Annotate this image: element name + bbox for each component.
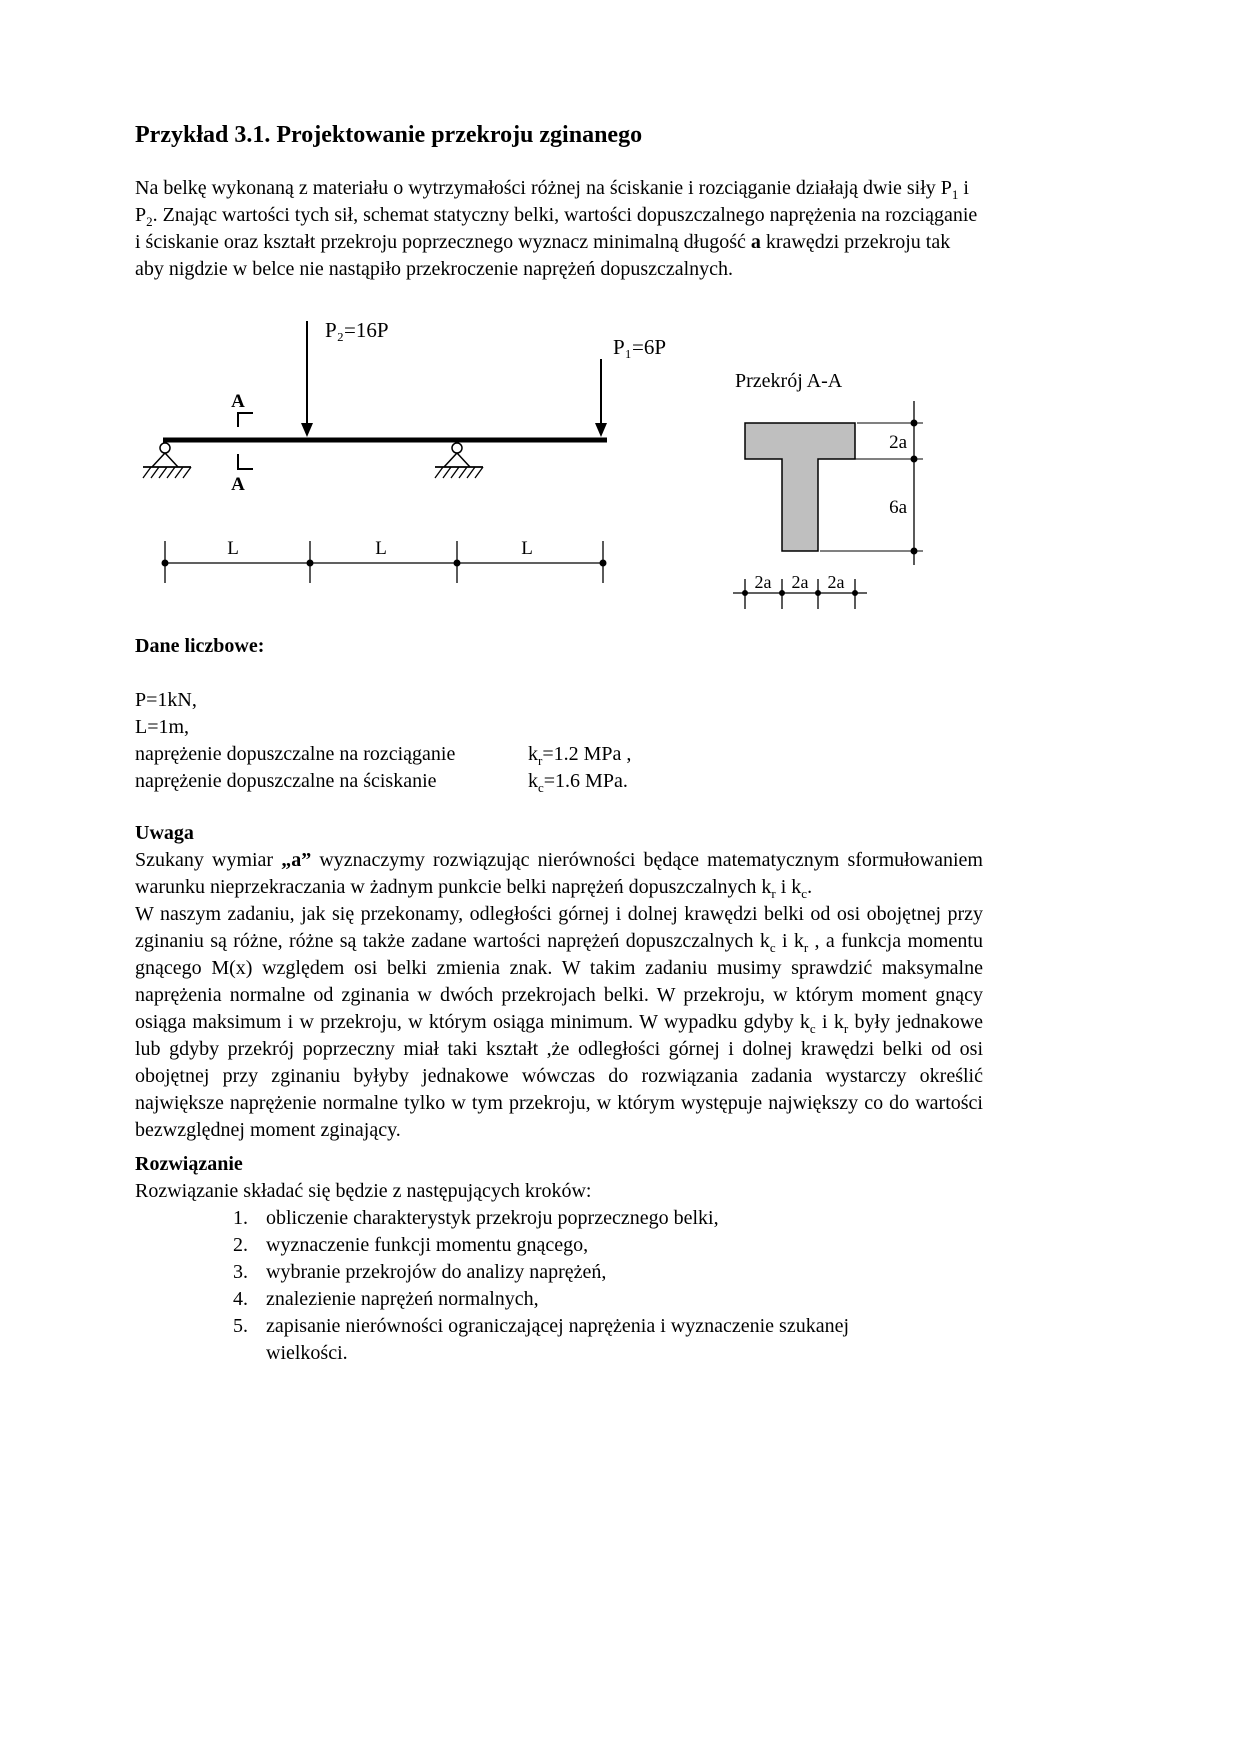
load-arrow-p1 bbox=[595, 335, 666, 437]
section-mark-top bbox=[238, 413, 253, 427]
web-height-label: 6a bbox=[889, 497, 907, 518]
beam-figure bbox=[135, 313, 1112, 625]
step-text: wyznaczenie funkcji momentu gnącego, bbox=[266, 1234, 589, 1256]
span-label: L bbox=[521, 538, 533, 559]
step-text: wybranie przekrojów do analizy naprężeń, bbox=[266, 1261, 607, 1283]
compression-label: naprężenie dopuszczalne na ściskanie bbox=[135, 770, 437, 792]
width-segment-label: 2a bbox=[827, 572, 845, 592]
hatching-left bbox=[143, 467, 191, 478]
uwaga-heading: Uwaga bbox=[135, 822, 194, 844]
beam-figure-svg bbox=[135, 313, 1107, 625]
rozwiazanie-intro: Rozwiązanie składać się będzie z następujących kroków: bbox=[135, 1180, 592, 1202]
compression-value: $k_c=1.6$ MPa. bbox=[528, 770, 628, 795]
span-dimension bbox=[162, 538, 606, 583]
tension-value: $k_r=1.2$ MPa , bbox=[528, 743, 632, 768]
step-number: 3. bbox=[233, 1261, 248, 1283]
p2-load-label: P₂=16P bbox=[325, 318, 389, 342]
uwaga-paragraph-2: W naszym zadaniu, jak się przekonamy, odległości górnej i dolnej krawędzi belki od osi obojętnej przy zginaniu są różne, różne są także zadane wartości naprężeń dopuszczalnych $k_c$ i $k_r$ , a funkcja momentu gnącego M(x) względem osi belki zmienia znak. W takim zadaniu musimy sprawdzić maksymalne naprężenia normalne od zginania w dwóch przekrojach belki. W przekroju, w którym moment gnący osiąga maksimum i w przekroju, w którym osiąga minimum. W wypadku gdyby $k_c$ i $k_r$ były jednakowe lub gdyby przekrój poprzeczny miał taki kształt ,że odległości górnej i dolnej krawędzi belki od osi obojętnej przy zginaniu byłyby jednakowe wówczas do rozwiązania zadania wystarczy określić największe naprężenie normalne tylko w tym przekroju, w którym występuje największy co do wartości bezwzględnej moment zginający. bbox=[135, 903, 984, 1141]
load-arrow-p2 bbox=[301, 318, 389, 437]
intro-paragraph: Na belkę wykonaną z materiału o wytrzymałości różnej na ściskanie i rozciąganie działają dwie siły $P_1$ i $P_2$. Znając wartości tych sił, schemat statyczny belki, wartości dopuszczalnego naprężenia na rozciąganie i ściskanie oraz kształt przekroju poprzecznego wyznacz minimalną długość a krawędzi przekroju tak aby nigdzie w belce nie nastąpiło przekroczenie naprężeń dopuszczalnych. bbox=[135, 177, 978, 280]
rozwiazanie-heading: Rozwiązanie bbox=[135, 1153, 243, 1175]
arrowhead-p1 bbox=[595, 423, 607, 437]
section-label-bottom: A bbox=[231, 474, 245, 495]
dane-section bbox=[135, 687, 1112, 795]
data-line-p: P=1kN, bbox=[135, 689, 197, 711]
solution-steps-list bbox=[233, 1205, 1112, 1367]
width-dimension bbox=[733, 572, 867, 609]
page-title: Przykład 3.1. Projektowanie przekroju zginanego bbox=[135, 122, 643, 148]
support-pin-left bbox=[143, 443, 191, 478]
span-label: L bbox=[375, 538, 387, 559]
step-text: zapisanie nierówności ograniczającej naprężenia i wyznaczenie szukanej wielkości. bbox=[266, 1315, 850, 1364]
cross-section-diagram bbox=[733, 370, 923, 609]
step-number: 4. bbox=[233, 1288, 248, 1310]
tension-label: naprężenie dopuszczalne na rozciąganie bbox=[135, 743, 456, 765]
flange-height-label: 2a bbox=[889, 432, 907, 453]
span-label: L bbox=[227, 538, 239, 559]
step-number: 1. bbox=[233, 1207, 248, 1229]
cross-section-title: Przekrój A-A bbox=[735, 370, 843, 392]
p1-load-label: P₁=6P bbox=[613, 335, 667, 359]
arrowhead-p2 bbox=[301, 423, 313, 437]
width-segment-label: 2a bbox=[754, 572, 772, 592]
step-text: obliczenie charakterystyk przekroju poprzecznego belki, bbox=[266, 1207, 719, 1229]
list-item bbox=[233, 1313, 1112, 1367]
step-number: 5. bbox=[233, 1315, 248, 1337]
pin-circle-right bbox=[452, 443, 462, 453]
data-row-tension bbox=[135, 741, 983, 768]
step-number: 2. bbox=[233, 1234, 248, 1256]
t-section-shape bbox=[745, 423, 855, 551]
section-label-top: A bbox=[231, 391, 245, 412]
section-mark-bottom bbox=[238, 454, 253, 469]
list-item bbox=[233, 1286, 1112, 1313]
list-item bbox=[233, 1259, 1112, 1286]
support-roller-right bbox=[435, 443, 483, 478]
list-item bbox=[233, 1205, 1112, 1232]
beam-diagram bbox=[143, 318, 666, 583]
data-row-compression bbox=[135, 768, 983, 795]
width-segment-label: 2a bbox=[791, 572, 809, 592]
uwaga-paragraph-1: Szukany wymiar „a” wyznaczymy rozwiązując nierówności będące matematycznym sformułowaniem warunku nieprzekraczania w żadnym punkcie belki naprężeń dopuszczalnych $k_r$ i $k_c$. bbox=[135, 849, 983, 901]
dane-heading: Dane liczbowe: bbox=[135, 635, 265, 657]
list-item bbox=[233, 1232, 1112, 1259]
pin-circle-left bbox=[160, 443, 170, 453]
step-text: znalezienie naprężeń normalnych, bbox=[266, 1288, 539, 1310]
hatching-right bbox=[435, 467, 483, 478]
data-line-l: L=1m, bbox=[135, 716, 190, 738]
